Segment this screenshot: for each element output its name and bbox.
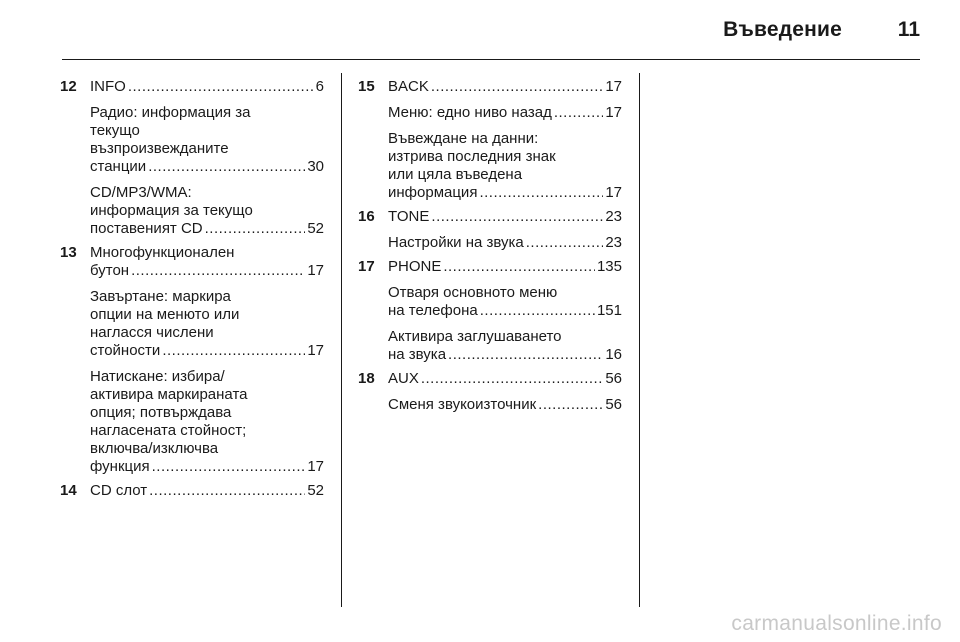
page-ref: 52 xyxy=(307,220,324,237)
toc-entry-18: 18 AUX ..... 56 Сменя звукоизточник ..... 56 xyxy=(358,370,622,414)
toc-subentry: Въвеждане на данни: изтрива последния знак или цяла въведена информация ..... 17 xyxy=(388,130,622,202)
page-ref: 52 xyxy=(307,482,324,499)
page-title: Въведение xyxy=(723,18,842,41)
entry-number: 18 xyxy=(358,370,375,387)
toc-entry-14: 14 CD слот ..... 52 xyxy=(60,482,324,500)
toc-column-2 xyxy=(358,78,622,420)
page-ref: 17 xyxy=(605,184,622,201)
page-ref: 151 xyxy=(596,302,622,319)
page-ref: 17 xyxy=(605,78,622,95)
watermark: carmanualsonline.info xyxy=(731,612,942,635)
page-ref: 135 xyxy=(596,258,622,275)
page-ref: 17 xyxy=(307,458,324,475)
entry-number: 15 xyxy=(358,78,375,95)
toc-entry-16: 16 TONE ..... 23 Настройки на звука ..... 23 xyxy=(358,208,622,252)
toc-subentry: Настройки на звука ..... 23 xyxy=(388,234,622,252)
entry-number: 17 xyxy=(358,258,375,275)
page-ref: 23 xyxy=(605,208,622,225)
page-ref: 6 xyxy=(315,78,324,95)
toc-entry-17: 17 PHONE ..... 135 Отваря основното меню на телефона ..... 151 Активира заглушаването на звука ..... 16 xyxy=(358,258,622,364)
toc-subentry: Меню: едно ниво назад ..... 17 xyxy=(388,104,622,122)
toc-subentry: CD/MP3/WMA: информация за текущо поставеният CD ..... 52 xyxy=(90,184,324,238)
page-ref: 17 xyxy=(307,262,324,279)
page-ref: 17 xyxy=(307,342,324,359)
toc-entry-12 xyxy=(60,78,324,238)
column-divider-1 xyxy=(341,73,342,607)
toc-subentry: Радио: информация за текущо възпроизвежданите станции ..... 30 xyxy=(90,104,324,176)
entry-number: 12 xyxy=(60,78,77,95)
toc-line: INFO ..... 6 xyxy=(90,78,324,96)
toc-column-1 xyxy=(60,78,324,502)
toc-subentry: Активира заглушаването на звука ..... 16 xyxy=(388,328,622,364)
column-divider-2 xyxy=(639,73,640,607)
page-ref: 17 xyxy=(605,104,622,121)
page-ref: 16 xyxy=(605,346,622,363)
page-ref: 56 xyxy=(605,370,622,387)
toc-entry-15: 15 BACK ..... 17 Меню: едно ниво назад ..... 17 Въвеждане на данни: изтрива последния знак или цяла въведена информация ..... 17 xyxy=(358,78,622,202)
header-divider xyxy=(62,59,920,60)
toc-subentry: Отваря основното меню на телефона ..... 151 xyxy=(388,284,622,320)
page-header xyxy=(0,18,960,48)
toc-subentry: Натискане: избира/ активира маркираната опция; потвърждава нагласената стойност; включва/изключва функция ..... 17 xyxy=(90,368,324,476)
toc-entry-13: 13 Многофункционален бутон ..... 17 Завъртане: маркира опции на менюто или нагласся числени стойности ..... 17 Натискане: избира/ активира маркираната опция; потвърждава нагласената стойност; включва/изключва функция ..... 17 xyxy=(60,244,324,476)
entry-number: 14 xyxy=(60,482,77,499)
page-number: 11 xyxy=(897,18,920,41)
page-ref: 23 xyxy=(605,234,622,251)
entry-number: 16 xyxy=(358,208,375,225)
entry-number: 13 xyxy=(60,244,77,261)
page-ref: 56 xyxy=(605,396,622,413)
page-ref: 30 xyxy=(307,158,324,175)
toc-subentry: Завъртане: маркира опции на менюто или нагласся числени стойности ..... 17 xyxy=(90,288,324,360)
toc-subentry: Сменя звукоизточник ..... 56 xyxy=(388,396,622,414)
